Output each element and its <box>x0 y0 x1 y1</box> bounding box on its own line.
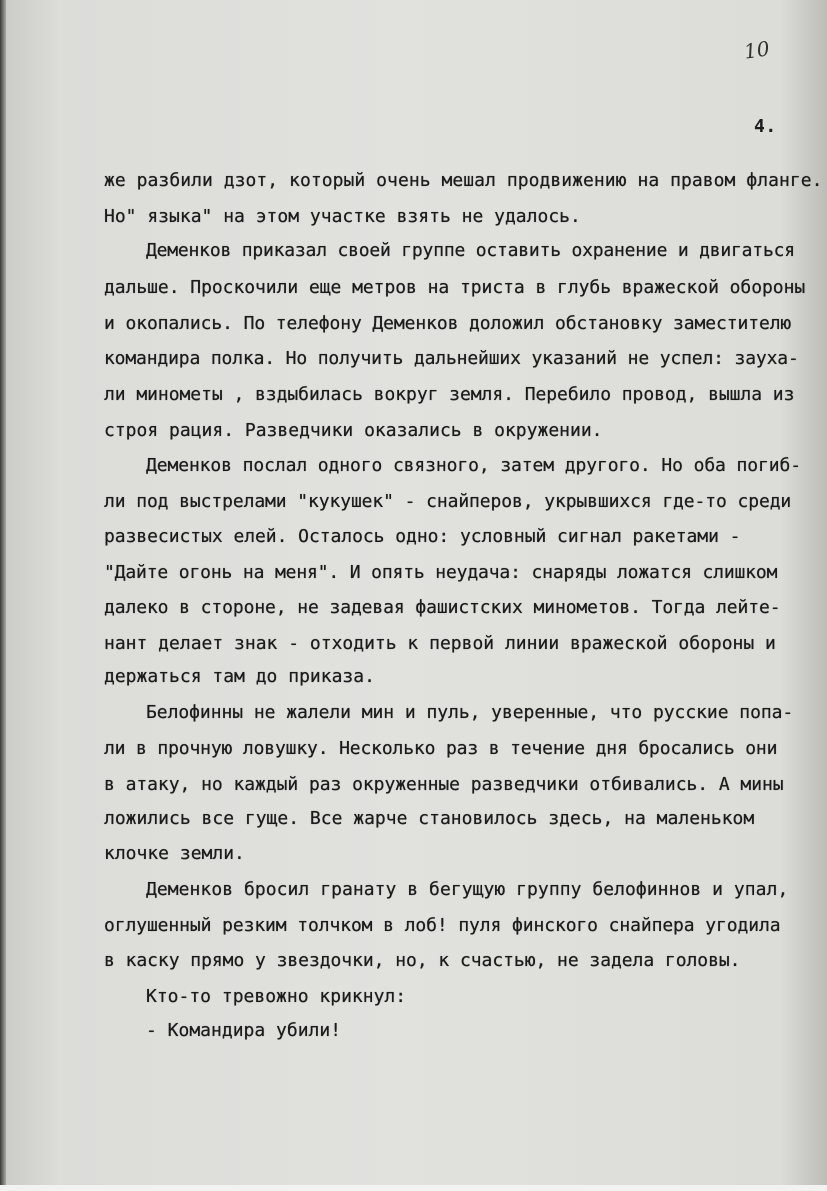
paragraph-start-line: Кто-то тревожно крикнул: <box>146 986 407 1007</box>
text-line: развесистых елей. Осталось одно: условный сигнал ракетами - <box>104 526 741 547</box>
paragraph-start-line: Деменков бросил гранату в бегущую группу белофиннов и упал, <box>146 879 789 900</box>
text-line: далеко в стороне, не задевая фашистских минометов. Тогда лейте- <box>104 597 781 618</box>
text-line: ложились все гуще. Все жарче становилось здесь, на маленьком <box>104 808 755 829</box>
page-bottom-edge <box>0 1185 827 1191</box>
page-edge-shadow <box>0 0 6 1191</box>
text-line: дальше. Проскочили еще метров на триста в глубь вражеской обороны <box>104 277 806 298</box>
text-line: же разбили дзот, который очень мешал продвижению на правом фланге. <box>104 170 823 191</box>
dialogue-line: - Командира убили! <box>146 1020 342 1041</box>
text-line: командира полка. Но получить дальнейших указаний не успел: зауха- <box>104 348 799 369</box>
text-line: клочке земли. <box>104 843 245 864</box>
text-line: в каску прямо у звездочки, но, к счастью, не задела головы. <box>104 950 741 971</box>
handwritten-archive-number: 10 <box>742 36 771 64</box>
text-line: строя рация. Разведчики оказались в окружении. <box>104 420 603 441</box>
text-line: ли под выстрелами "кукушек" - снайперов, укрывшихся где-то среди <box>104 491 792 512</box>
text-line: оглушенный резким толчком в лоб! пуля финского снайпера угодила <box>104 915 781 936</box>
text-line: нант делает знак - отходить к первой линии вражеской обороны и <box>104 633 776 654</box>
paragraph-start-line: Деменков приказал своей группе оставить охранение и двигаться <box>146 240 795 261</box>
text-line: ли минометы , вздыбилась вокруг земля. Перебило провод, вышла из <box>104 384 795 405</box>
paragraph-start-line: Деменков послал одного связного, затем другого. Но оба погиб- <box>146 455 801 476</box>
text-line: держаться там до приказа. <box>104 666 375 687</box>
page-number: 4. <box>754 116 777 137</box>
text-line: "Дайте огонь на меня". И опять неудача: снаряды ложатся слишком <box>104 562 778 583</box>
paragraph-start-line: Белофинны не жалели мин и пуль, уверенные, что русские попа- <box>146 702 794 723</box>
text-line: и окопались. По телефону Деменков доложил обстановку заместителю <box>104 313 792 334</box>
text-line: Но" языка" на этом участке взять не удалось. <box>104 206 581 227</box>
text-line: ли в прочную ловушку. Несколько раз в течение дня бросались они <box>104 738 778 759</box>
text-line: в атаку, но каждый раз окруженные разведчики отбивались. А мины <box>104 774 784 795</box>
